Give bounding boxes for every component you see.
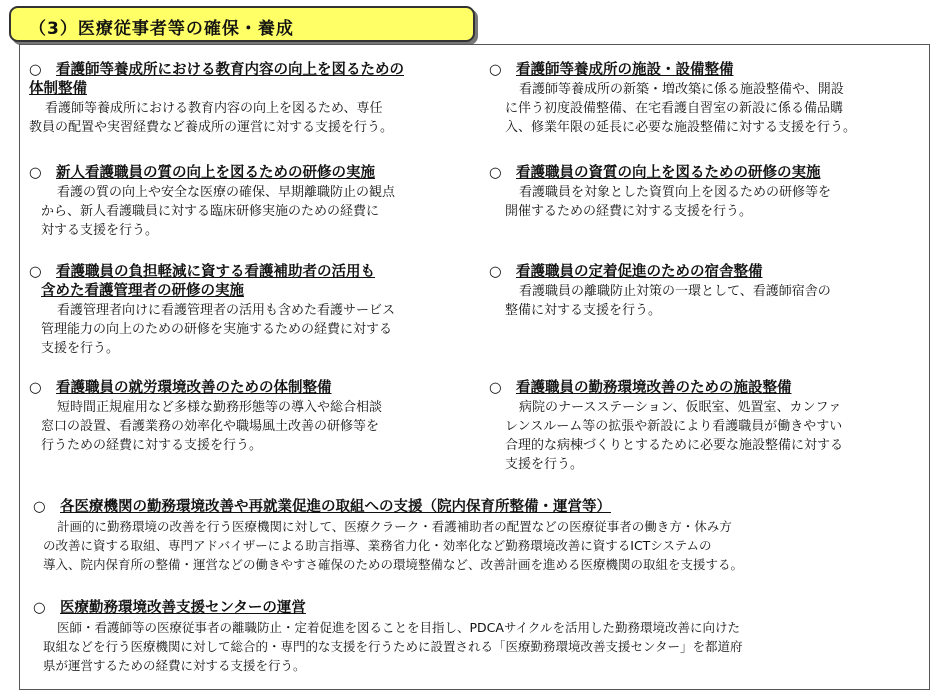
item-body: 入、修業年限の延長に必要な施設整備に対する支援を行う。 bbox=[505, 120, 857, 135]
item-title-cont: 体制整備 bbox=[29, 81, 87, 97]
item-body: 看護師等養成所における教育内容の向上を図るため、専任 bbox=[45, 101, 383, 116]
item-body: 病院のナースステーション、仮眠室、処置室、カンファ bbox=[519, 400, 842, 415]
item-body: 看護師等養成所の新築・増改築に係る施設整備や、開設 bbox=[519, 82, 844, 97]
bullet-circle: ○ bbox=[29, 62, 42, 78]
bullet-circle: ○ bbox=[29, 165, 42, 181]
bullet-circle: ○ bbox=[489, 380, 502, 396]
item-nurse-quality-training bbox=[489, 164, 831, 221]
item-body: 取組などを行う医療機関に対して総合的・専門的な支援を行うために設置される「医療勤務環境改善支援センター」を都道府 bbox=[43, 639, 743, 654]
bullet-circle: ○ bbox=[489, 264, 502, 280]
item-support-center bbox=[33, 599, 743, 675]
item-title: ○ 新人看護職員の質の向上を図るための研修の実施 bbox=[29, 165, 375, 181]
item-body: 短時間正規雇用など多様な勤務形態等の導入や総合相談 bbox=[57, 400, 383, 415]
item-body: 対する支援を行う。 bbox=[41, 223, 159, 238]
item-title: ○ 看護職員の資質の向上を図るための研修の実施 bbox=[489, 165, 821, 181]
item-body: 看護の質の向上や安全な医療の確保、早期離職防止の観点 bbox=[57, 185, 396, 200]
item-nurse-school-education bbox=[29, 61, 404, 137]
item-work-environment-system bbox=[29, 379, 382, 455]
item-work-environment-facilities bbox=[489, 379, 843, 474]
bullet-circle: ○ bbox=[33, 499, 46, 515]
item-body: 看護職員の離職防止対策の一環として、看護師宿舎の bbox=[519, 284, 831, 299]
item-body: 計画的に勤務環境の改善を行う医療機関に対して、医療クラーク・看護補助者の配置などの医療従事者の働き方・休み方 bbox=[57, 519, 732, 534]
item-medical-institution-support bbox=[33, 498, 743, 574]
bullet-circle: ○ bbox=[29, 380, 42, 396]
item-title: ○ 看護師等養成所の施設・設備整備 bbox=[489, 62, 734, 78]
bullet-circle: ○ bbox=[29, 264, 42, 280]
item-new-nurse-training bbox=[29, 164, 395, 240]
content-frame bbox=[19, 44, 930, 690]
item-title: ○ 医療勤務環境改善支援センターの運営 bbox=[33, 600, 306, 616]
item-body: 県が運営するための経費に対する支援を行う。 bbox=[43, 658, 306, 673]
item-body: 支援を行う。 bbox=[41, 341, 120, 356]
item-body: レンスルーム等の拡張や新設により看護職員が働きやすい bbox=[505, 419, 843, 434]
item-body: から、新人看護職員に対する臨床研修実施のための経費に bbox=[41, 204, 380, 219]
item-body: 合理的な病棟づくりとするために必要な施設整備に対する bbox=[505, 438, 844, 453]
item-nurse-manager-training bbox=[29, 263, 395, 358]
item-body: 行うための経費に対する支援を行う。 bbox=[41, 438, 263, 453]
item-title: ○ 各医療機関の勤務環境改善や再就業促進の取組への支援（院内保育所整備・運営等） bbox=[33, 499, 611, 515]
item-body: 支援を行う。 bbox=[505, 457, 584, 472]
bullet-circle: ○ bbox=[489, 62, 502, 78]
item-title: ○ 看護職員の勤務環境改善のための施設整備 bbox=[489, 380, 792, 396]
item-body: 開催するための経費に対する支援を行う。 bbox=[505, 204, 753, 219]
item-title: ○ 看護職員の負担軽減に資する看護補助者の活用も bbox=[29, 264, 375, 280]
item-title: ○ 看護師等養成所における教育内容の向上を図るための bbox=[29, 62, 404, 78]
item-body: 看護管理者向けに看護管理者の活用も含めた看護サービス bbox=[57, 303, 396, 318]
item-body: に伴う初度設備整備、在宅看護自習室の新設に係る備品購 bbox=[505, 101, 844, 116]
item-body: 整備に対する支援を行う。 bbox=[505, 303, 662, 318]
item-body: の改善に資する取組、専門アドバイザーによる助言指導、業務省力化・効率化など勤務環境改善に資するICTシステムの bbox=[43, 538, 712, 553]
item-body: 看護職員を対象とした資質向上を図るための研修等を bbox=[519, 185, 832, 200]
item-title: ○ 看護職員の就労環境改善のための体制整備 bbox=[29, 380, 332, 396]
item-body: 管理能力の向上のための研修を実施するための経費に対する bbox=[41, 322, 393, 337]
section-header bbox=[9, 6, 475, 42]
item-body: 教員の配置や実習経費など養成所の運営に対する支援を行う。 bbox=[29, 120, 394, 135]
item-body: 窓口の設置、看護業務の効率化や職場風土改善の研修等を bbox=[41, 419, 380, 434]
item-title-cont: 含めた看護管理者の研修の実施 bbox=[41, 283, 244, 299]
item-nurse-dormitory bbox=[489, 263, 831, 320]
bullet-circle: ○ bbox=[33, 600, 46, 616]
item-nurse-school-facilities bbox=[489, 61, 856, 137]
section-title: （3）医療従事者等の確保・養成 bbox=[29, 19, 294, 39]
item-body: 導入、院内保育所の整備・運営などの働きやすさ確保のための環境整備など、改善計画を進める医療機関の取組を支援する。 bbox=[43, 557, 744, 572]
item-body: 医師・看護師等の医療従事者の離職防止・定着促進を図ることを目指し、PDCAサイクルを活用した勤務環境改善に向けた bbox=[57, 620, 740, 635]
item-title: ○ 看護職員の定着促進のための宿舎整備 bbox=[489, 264, 763, 280]
bullet-circle: ○ bbox=[489, 165, 502, 181]
